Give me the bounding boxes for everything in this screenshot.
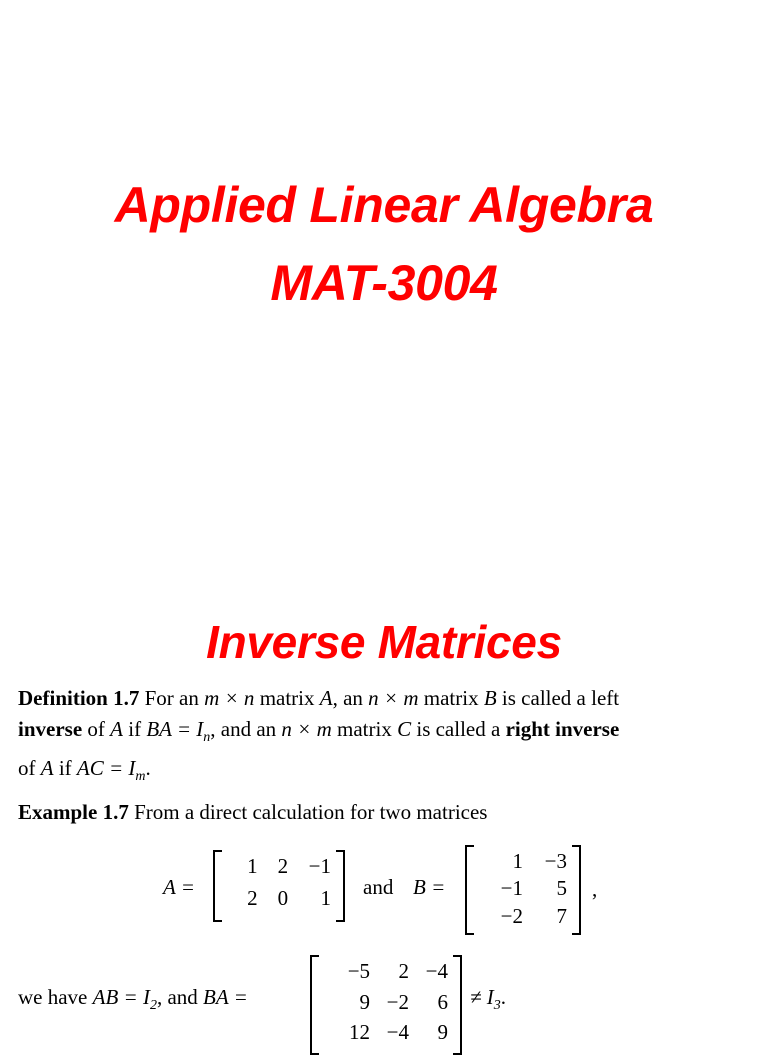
matrix-entry: 1	[247, 854, 258, 878]
matrix-entry: 1	[512, 849, 523, 873]
def-text: matrix	[337, 717, 392, 741]
result-ba: BA =	[203, 985, 248, 1009]
def-text: , an	[332, 686, 363, 710]
matrix-ba-grid	[324, 959, 448, 1051]
matrix-entry: 7	[556, 903, 567, 928]
matrix-entry: 12	[349, 1020, 371, 1045]
def-math: m × n	[204, 686, 255, 710]
matrix-entry: −2	[386, 989, 410, 1014]
example-label: Example 1.7	[18, 800, 129, 824]
def-text: For an	[144, 686, 199, 710]
definition-label: Definition 1.7	[18, 686, 140, 710]
def-math: n × m	[281, 717, 332, 741]
matrix-entry: 0	[277, 886, 289, 910]
matrix-entry: −1	[500, 876, 523, 901]
section-title: Inverse Matrices	[206, 616, 562, 668]
def-math: C	[397, 717, 412, 741]
a-label: A =	[163, 875, 195, 899]
def-math: B	[483, 686, 497, 710]
matrix-entry: 2	[277, 854, 289, 878]
matrix-entry: −2	[500, 903, 523, 928]
matrix-entry: 5	[556, 876, 567, 901]
example-text: From a direct calculation for two matrices	[134, 800, 488, 824]
def-math: n × m	[368, 686, 419, 710]
def-text: of	[87, 717, 105, 741]
def-text: , and an	[210, 717, 277, 741]
neq-sub: 3	[493, 998, 501, 1013]
matrix-entry: 6	[437, 989, 448, 1014]
def-term: right inverse	[505, 717, 620, 741]
matrix-entry: 2	[247, 886, 258, 910]
def-text: .	[145, 756, 151, 780]
matrix-entry: −4	[425, 959, 448, 983]
comma: ,	[592, 877, 598, 901]
matrix-entry: 9	[437, 1020, 448, 1045]
def-sub: n	[203, 730, 211, 745]
def-text: if	[128, 717, 142, 741]
course-title: Applied Linear Algebra	[114, 177, 654, 233]
def-text: of	[18, 756, 36, 780]
def-math: A	[319, 686, 333, 710]
matrix-entry: −3	[544, 849, 567, 873]
result-text	[18, 985, 248, 1014]
def-term: inverse	[18, 717, 83, 741]
def-math: A	[110, 717, 123, 741]
matrix-entry: 9	[359, 989, 371, 1014]
period: .	[500, 985, 507, 1009]
matrix-entry: −5	[347, 959, 371, 983]
result-mid: , and	[156, 985, 198, 1009]
matrix-entry: 2	[398, 959, 410, 983]
matrix-b-grid	[479, 849, 567, 931]
matrix-entry: −4	[386, 1020, 410, 1045]
def-text: matrix	[259, 686, 315, 710]
neq: ≠ I	[470, 985, 494, 1009]
matrix-entry: 1	[320, 886, 331, 910]
matrix-b	[465, 845, 581, 935]
and-text: and	[363, 875, 394, 899]
def-text: matrix	[423, 686, 479, 710]
def-sub: m	[135, 769, 146, 784]
example-paragraph	[18, 797, 718, 828]
def-text: is called a left	[501, 686, 620, 710]
matrix-a-grid	[227, 854, 331, 918]
b-label: B =	[413, 875, 446, 899]
result-ab-sub: 2	[149, 998, 157, 1013]
matrix-entry: −1	[308, 854, 331, 878]
neq-text	[470, 985, 506, 1014]
def-math: BA = I	[146, 717, 204, 741]
matrix-a	[213, 850, 345, 922]
result-prefix: we have	[18, 985, 88, 1009]
course-code: MAT-3004	[270, 255, 498, 311]
result-ab: AB = I	[92, 985, 150, 1009]
def-text: if	[58, 756, 72, 780]
definition-paragraph	[18, 683, 718, 792]
def-math: A	[40, 756, 54, 780]
def-text: is called a	[416, 717, 501, 741]
def-math: AC = I	[76, 756, 136, 780]
matrix-ba	[310, 955, 462, 1055]
